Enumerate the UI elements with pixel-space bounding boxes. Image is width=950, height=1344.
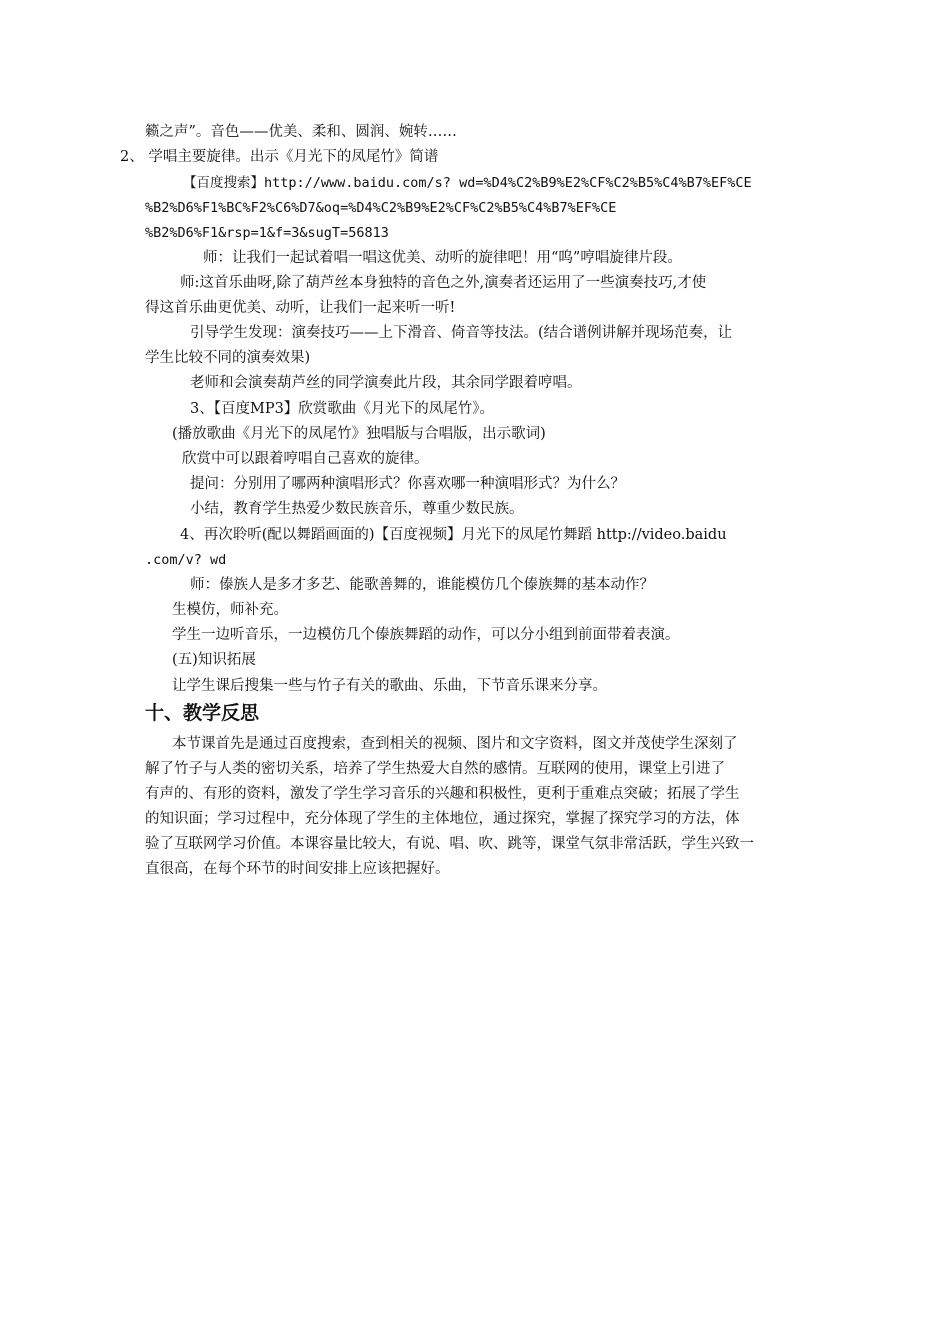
url-line: %B2%D6%F1&rsp=1&f=3&sugT=56813 bbox=[145, 225, 389, 241]
text-line: 籁之声”。音色——优美、柔和、圆润、婉转…… bbox=[145, 124, 457, 140]
text-line: 师:这首乐曲呀,除了葫芦丝本身独特的音色之外,演奏者还运用了一些演奏技巧,才使 bbox=[180, 275, 707, 291]
text-line: 小结，教育学生热爱少数民族音乐，尊重少数民族。 bbox=[190, 501, 524, 517]
text-line: (播放歌曲《月光下的凤尾竹》独唱版与合唱版，出示歌词) bbox=[172, 426, 546, 442]
paragraph-line: 直很高，在每个环节的时间安排上应该把握好。 bbox=[145, 861, 450, 877]
section-heading: 十、教学反思 bbox=[145, 702, 260, 724]
paragraph-line: 有声的、有形的资料，激发了学生学习音乐的兴趣和积极性，更利于重难点突破；拓展了学生 bbox=[145, 786, 740, 802]
text-line: 4、再次聆听(配以舞蹈画面的)【百度视频】月光下的凤尾竹舞蹈 http://video.baidu bbox=[180, 527, 727, 543]
text-line: 师：让我们一起试着唱一唱这优美、动听的旋律吧！用“呜”哼唱旋律片段。 bbox=[203, 250, 682, 266]
text-line: 让学生课后搜集一些与竹子有关的歌曲、乐曲，下节音乐课来分享。 bbox=[172, 678, 607, 694]
text-line: 师：傣族人是多才多艺、能歌善舞的，谁能模仿几个傣族舞的基本动作？ bbox=[190, 577, 654, 593]
text-line: 3、【百度MP3】欣赏歌曲《月光下的凤尾竹》。 bbox=[190, 401, 495, 417]
text-line: 生模仿，师补充。 bbox=[172, 602, 288, 618]
url-line: .com/v? wd bbox=[145, 552, 227, 568]
url-line: %B2%D6%F1%BC%F2%C6%D7&oq=%D4%C2%B9%E2%CF%C2%B5%C4%B7%EF%CE bbox=[145, 200, 617, 216]
text-line: 引导学生发现：演奏技巧——上下滑音、倚音等技法。(结合谱例讲解并现场范奏，让 bbox=[190, 325, 733, 341]
text-line: 学生比较不同的演奏效果) bbox=[145, 350, 311, 366]
paragraph-line: 的知识面；学习过程中，充分体现了学生的主体地位，通过探究，掌握了探究学习的方法，体 bbox=[145, 811, 740, 827]
text-line: 老师和会演奏葫芦丝的同学演奏此片段，其余同学跟着哼唱。 bbox=[190, 375, 582, 391]
text-line: (五)知识拓展 bbox=[172, 652, 256, 668]
url-line: 【百度搜索】http://www.baidu.com/s? wd=%D4%C2%B9%E2%CF%C2%B5%C4%B7%EF%CE bbox=[183, 175, 752, 191]
text-line: 学生一边听音乐，一边模仿几个傣族舞蹈的动作，可以分小组到前面带着表演。 bbox=[172, 627, 680, 643]
text-line: 提问：分别用了哪两种演唱形式？你喜欢哪一种演唱形式？为什么？ bbox=[190, 476, 625, 492]
paragraph-line: 本节课首先是通过百度搜索，查到相关的视频、图片和文字资料，图文并茂使学生深刻了 bbox=[172, 736, 738, 752]
paragraph-line: 验了互联网学习价值。本课容量比较大，有说、唱、吹、跳等，课堂气氛非常活跃，学生兴致一 bbox=[145, 836, 754, 852]
text-line: 欣赏中可以跟着哼唱自己喜欢的旋律。 bbox=[182, 451, 429, 467]
paragraph-line: 解了竹子与人类的密切关系，培养了学生热爱大自然的感情。互联网的使用，课堂上引进了 bbox=[145, 761, 725, 777]
text-line: 2、 学唱主要旋律。出示《月光下的凤尾竹》简谱 bbox=[120, 149, 439, 165]
text-line: 得这首乐曲更优美、动听，让我们一起来听一听! bbox=[145, 300, 456, 316]
